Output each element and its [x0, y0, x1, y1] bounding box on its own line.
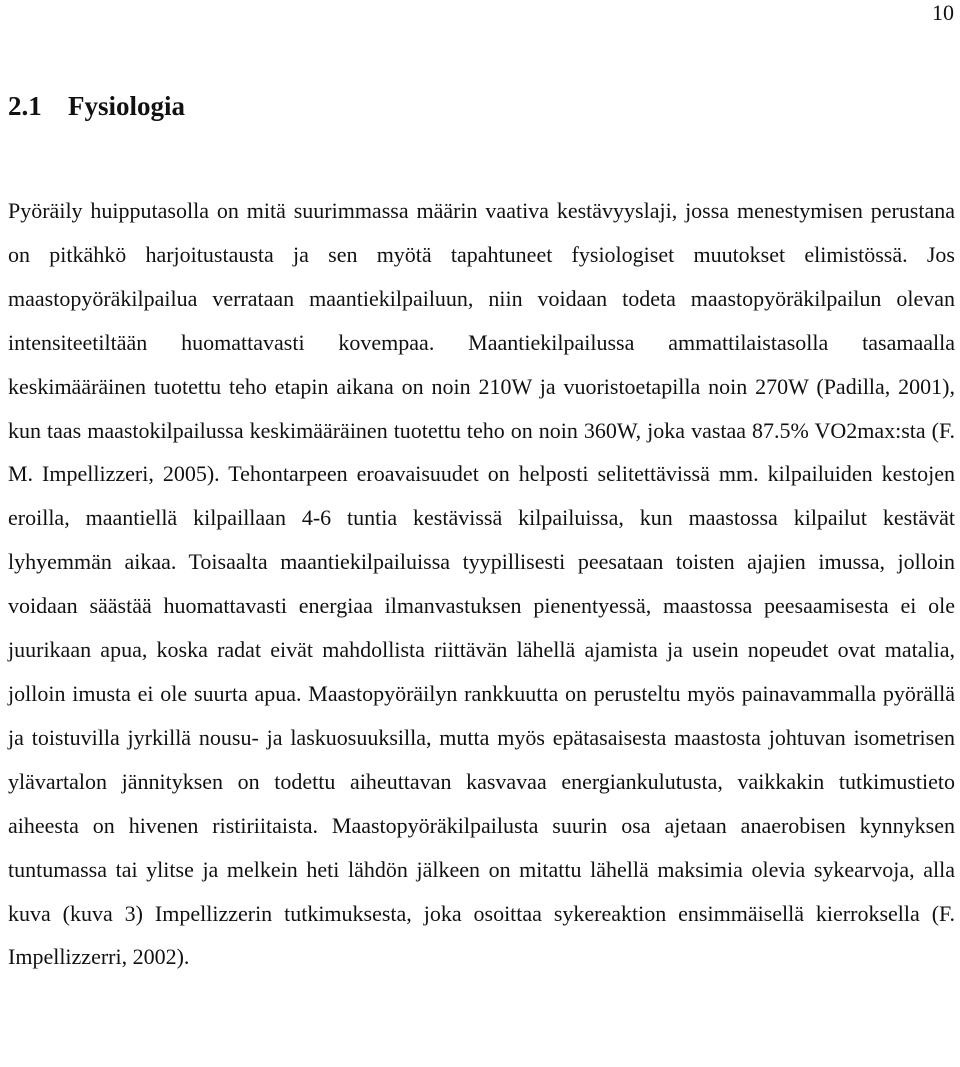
- section-number: 2.1: [8, 91, 42, 121]
- body-paragraph: Pyöräily huipputasolla on mitä suurimmassa määrin vaativa kestävyyslaji, jossa menestymisen perustana on pitkähkö harjoitustausta ja sen myötä tapahtuneet fysiologiset muutokset elimistössä. Jos maastopyöräkilpailua verrataan maantiekilpailuun, niin voidaan todeta maastopyöräkilpailun olevan intensiteetiltään huomattavasti kovempaa. Maantiekilpailussa ammattilaistasolla tasamaalla keskimääräinen tuotettu teho etapin aikana on noin 210W ja vuoristoetapilla noin 270W (Padilla, 2001), kun taas maastokilpailussa keskimääräinen tuotettu teho on noin 360W, joka vastaa 87.5% VO2max:sta (F. M. Impellizzeri, 2005). Tehontarpeen eroavaisuudet on helposti selitettävissä mm. kilpailuiden kestojen eroilla, maantiellä kilpaillaan 4-6 tuntia kestävissä kilpailuissa, kun maastossa kilpailut kestävät lyhyemmän aikaa. Toisaalta maantiekilpailuissa tyypillisesti peesataan toisten ajajien imussa, jolloin voidaan säästää huomattavasti energiaa ilmanvastuksen pienentyessä, maastossa peesaamisesta ei ole juurikaan apua, koska radat eivät mahdollista riittävän lähellä ajamista ja usein nopeudet ovat matalia, jolloin imusta ei ole suurta apua. Maastopyöräilyn rankkuutta on perusteltu myös painavammalla pyörällä ja toistuvilla jyrkillä nousu- ja laskuosuuksilla, mutta myös epätasaisesta maastosta johtuvan isometrisen ylävartalon jännityksen on todettu aiheuttavan kasvavaa energiankulutusta, vaikkakin tutkimustieto aiheesta on hivenen ristiriitaista. Maastopyöräkilpailusta suurin osa ajetaan anaerobisen kynnyksen tuntumassa tai ylitse ja melkein heti lähdön jälkeen on mitattu lähellä maksimia olevia sykearvoja, alla kuva (kuva 3) Impellizzerin tutkimuksesta, joka osoittaa sykereaktion ensimmäisellä kierroksella (F. Impellizzerri, 2002).: [8, 198, 955, 970]
- section-title: Fysiologia: [68, 91, 186, 121]
- section-heading: [8, 89, 185, 123]
- page-number: 10: [932, 0, 954, 25]
